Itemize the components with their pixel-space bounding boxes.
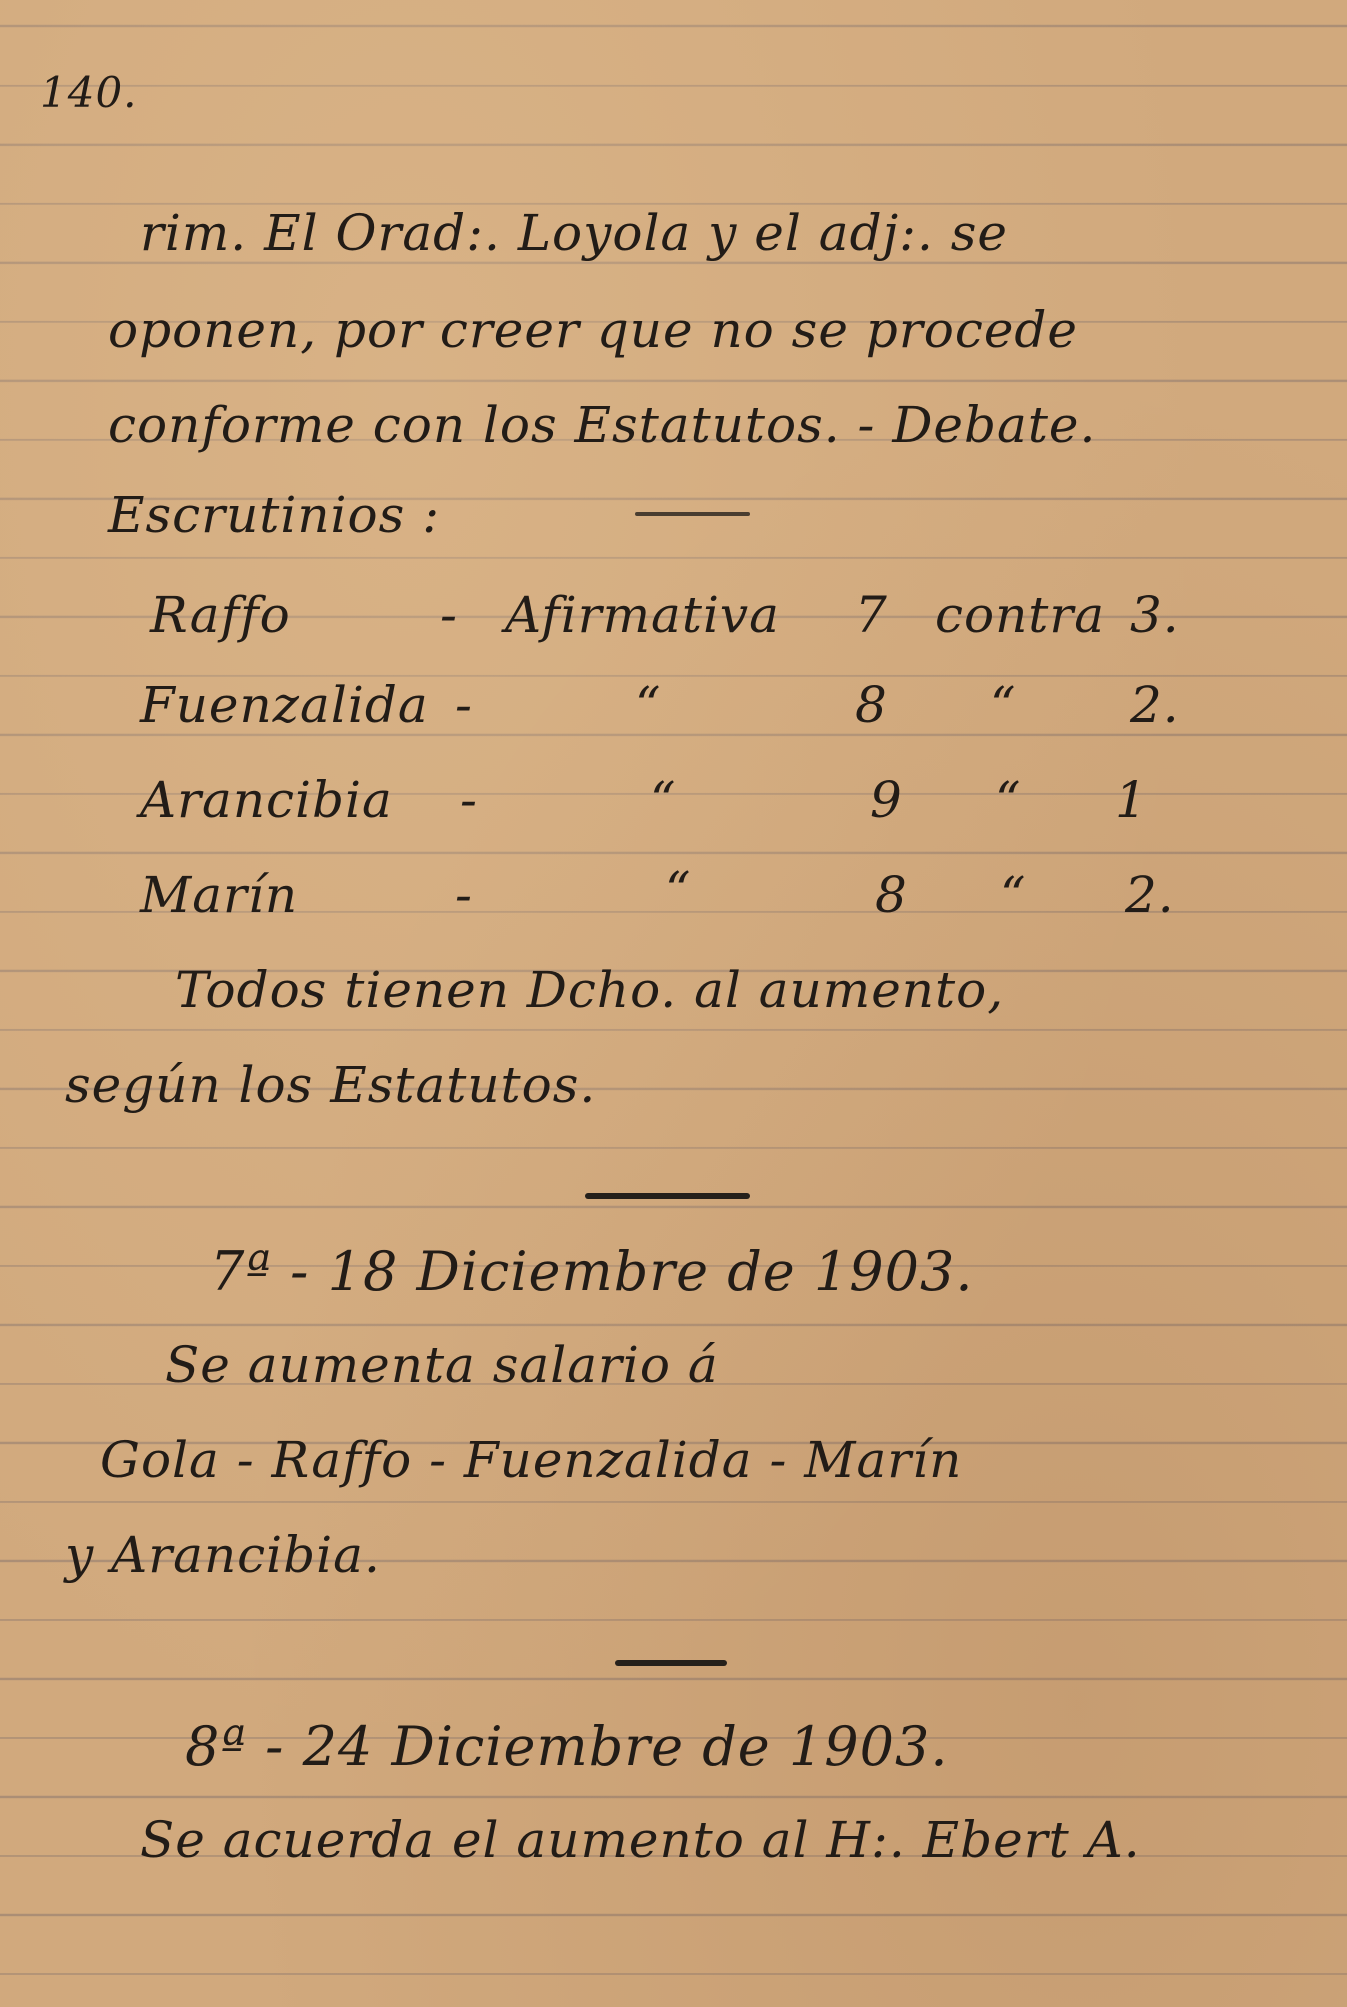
tally-name: Arancibia — [140, 771, 393, 829]
tally-against: 3. — [1130, 586, 1180, 644]
tally-for: 9 — [870, 771, 903, 829]
tally-dash: - — [460, 771, 478, 829]
session-7-line-1: Se aumenta salario á — [165, 1336, 719, 1394]
short-dash-mark — [635, 512, 750, 516]
text-line-2: oponen, por creer que no se procede — [108, 301, 1079, 359]
tally-for: 8 — [875, 866, 908, 924]
text-line-3: conforme con los Estatutos. - Debate. — [108, 396, 1097, 454]
tally-for: 8 — [855, 676, 888, 734]
tally-sep: “ — [1000, 866, 1027, 924]
session-8-line-1: Se acuerda el aumento al H:. Ebert A. — [140, 1811, 1141, 1869]
tally-result: “ — [635, 676, 662, 734]
tally-sep: contra — [935, 586, 1106, 644]
session-7-line-3: y Arancibia. — [65, 1526, 381, 1584]
tally-result: Afirmativa — [505, 586, 780, 644]
session-8-heading: 8ª - 24 Diciembre de 1903. — [185, 1715, 949, 1778]
text-line-4: Escrutinios : — [108, 486, 441, 544]
note-line-2: según los Estatutos. — [65, 1056, 597, 1114]
tally-against: 2. — [1125, 866, 1175, 924]
tally-against: 2. — [1130, 676, 1180, 734]
tally-sep: “ — [995, 771, 1022, 829]
tally-dash: - — [440, 586, 458, 644]
tally-against: 1 — [1115, 771, 1148, 829]
tally-name: Marín — [140, 866, 299, 924]
tally-sep: “ — [990, 676, 1017, 734]
session-7-line-2: Gola - Raffo - Fuenzalida - Marín — [100, 1431, 963, 1489]
page-number: 140. — [40, 68, 138, 117]
tally-result: “ — [665, 861, 692, 919]
text-line-1: rim. El Orad:. Loyola y el adj:. se — [140, 204, 1008, 262]
tally-name: Fuenzalida — [140, 676, 429, 734]
tally-dash: - — [455, 866, 473, 924]
section-divider — [615, 1660, 727, 1666]
section-divider — [585, 1193, 750, 1199]
session-7-heading: 7ª - 18 Diciembre de 1903. — [210, 1240, 974, 1303]
note-line-1: Todos tienen Dcho. al aumento, — [175, 961, 1005, 1019]
tally-result: “ — [650, 771, 677, 829]
tally-dash: - — [455, 676, 473, 734]
tally-name: Raffo — [150, 586, 291, 644]
tally-for: 7 — [855, 586, 888, 644]
